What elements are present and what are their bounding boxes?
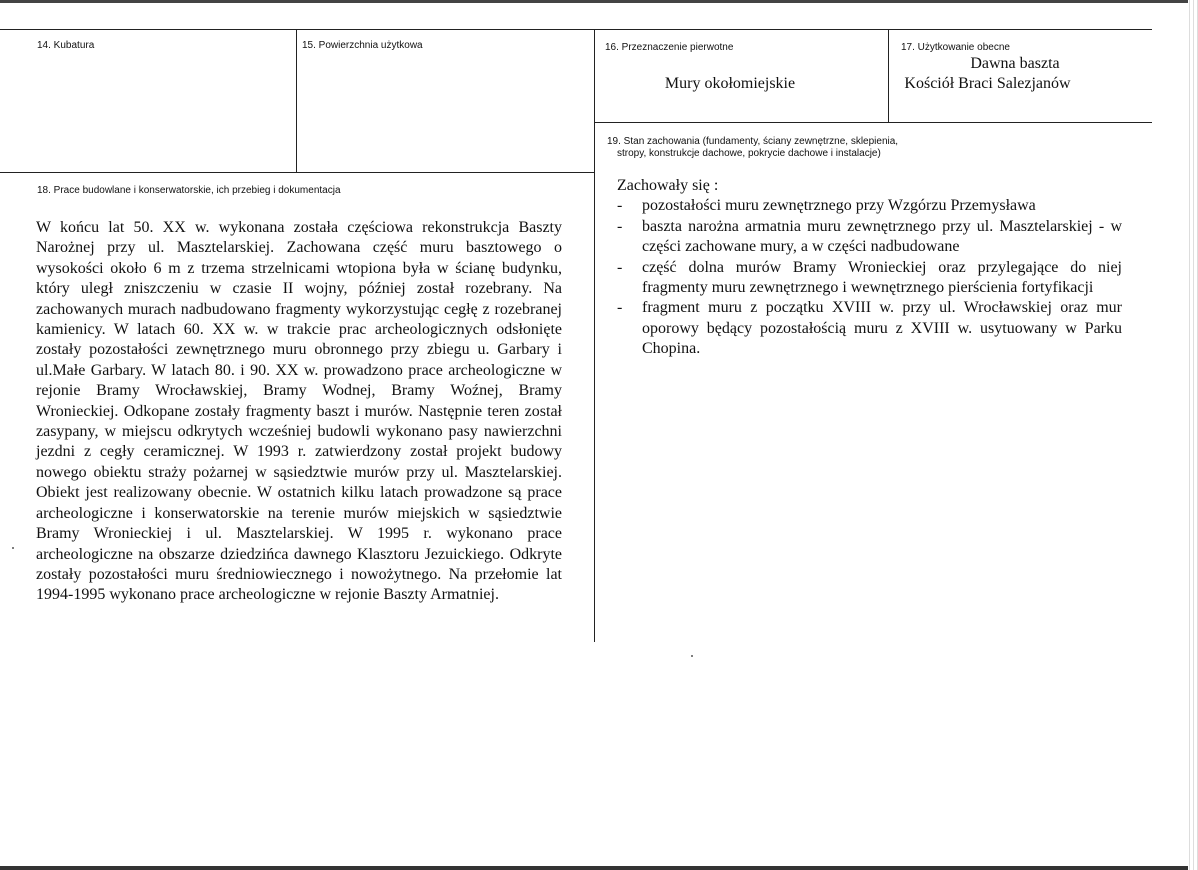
scan-speck — [12, 547, 14, 549]
field-16-value: Mury okołomiejskie — [664, 75, 796, 92]
grid-line-top — [0, 29, 1152, 30]
bullet-dash: - — [617, 197, 623, 215]
list-item — [617, 298, 1122, 359]
field-17-label: 17. Użytkowanie obecne — [901, 42, 1010, 53]
list-item-text: baszta narożna armatnia muru zewnętrznego przy ul. Masztelarskiej - w części zachowane mury, a w części nadbudowane — [642, 217, 1122, 256]
scan-top-edge — [0, 0, 1198, 3]
list-item — [617, 196, 1122, 216]
grid-line-v2 — [594, 29, 595, 642]
scan-speck — [691, 655, 693, 657]
field-17-value-line1: Dawna baszta — [970, 55, 1060, 72]
scan-bottom-edge — [0, 866, 1198, 870]
grid-line-h2 — [594, 122, 1152, 123]
field-18-body — [36, 218, 562, 606]
list-item-text: część dolna murów Bramy Wronieckiej oraz przylegające do niej fragmenty muru zewnętrznego i wewnętrznego pierścienia fortyfikacji — [642, 258, 1122, 297]
field-15-label: 15. Powierzchnia użytkowa — [302, 40, 423, 51]
field-16-label: 16. Przeznaczenie pierwotne — [605, 42, 734, 53]
scan-right-edge — [1188, 0, 1198, 870]
bullet-dash: - — [617, 217, 623, 235]
field-14-label: 14. Kubatura — [37, 40, 95, 51]
list-item-text: pozostałości muru zewnętrznego przy Wzgórzu Przemysława — [642, 197, 1036, 215]
list-item-text: fragment muru z początku XVIII w. przy ul. Wrocławskiej oraz mur oporowy będący pozostałością muru z XVIII w. usytuowany w Parku Chopina. — [642, 299, 1122, 358]
field-19-label-line1: 19. Stan zachowania (fundamenty, ściany zewnętrzne, sklepienia, — [607, 136, 899, 147]
field-19-body — [617, 176, 1122, 360]
field-18-text: W końcu lat 50. XX w. wykonana została częściowa rekonstrukcja Baszty Narożnej przy ul. Masztelarskiej. Zachowana część muru basztowego o wysokości około 6 m z trzema strzelnicami wtopiona była w ścianę budynku, który uległ zniszczeniu w czasie II wojny, później został rozebrany. Na zachowanych murach nadbudowano fragmenty wykorzystując cegłę z rozebranej kamienicy. W latach 60. XX w. w trakcie prac archeologicznych odsłonięte zostały pozostałości zewnętrznego muru obronnego przy zbiegu u. Garbary i ul.Małe Garbary. W latach 80. i 90. XX w. prowadzono prace archeologiczne w rejonie Bramy Wrocławskiej, Bramy Wodnej, Bramy Woźnej, Bramy Wronieckiej. Odkopane zostały fragmenty baszt i murów. Następnie teren został zasypany, w miejscu odkrytych wcześniej budowli wykonano pasy nawierzchni jezdni z cegły ceramicznej. W 1993 r. zatwierdzony został projekt budowy nowego obiektu straży pożarnej w sąsiedztwie murów przy ul. Masztelarskiej. Obiekt jest realizowany obecnie. W ostatnich kilku latach prowadzone są prace archeologiczne i konserwatorskie na terenie murów miejskich w sąsiedztwie Bramy Wronieckiej i ul. Masztelarskiej. W 1995 r. wykonano prace archeologiczne na obszarze dziedzińca dawnego Klasztoru Jezuickiego. Odkryte zostały pozostałości muru średniowiecznego i nowożytnego. Na przełomie lat 1994-1995 wykonano prace archeologiczne w rejonie Baszty Armatniej. — [36, 219, 562, 604]
field-19-list — [617, 196, 1122, 359]
bullet-dash: - — [617, 299, 623, 317]
grid-line-h3 — [0, 172, 594, 173]
grid-line-v1 — [296, 29, 297, 172]
field-17-value-line2: Kościół Braci Salezjanów — [904, 75, 1071, 92]
list-item — [617, 217, 1122, 258]
field-18-label: 18. Prace budowlane i konserwatorskie, ich przebieg i dokumentacja — [37, 185, 341, 196]
field-19-label-line2: stropy, konstrukcje dachowe, pokrycie dachowe i instalacje) — [617, 148, 881, 159]
field-19-intro: Zachowały się : — [617, 177, 719, 194]
bullet-dash: - — [617, 258, 623, 276]
list-item — [617, 258, 1122, 299]
